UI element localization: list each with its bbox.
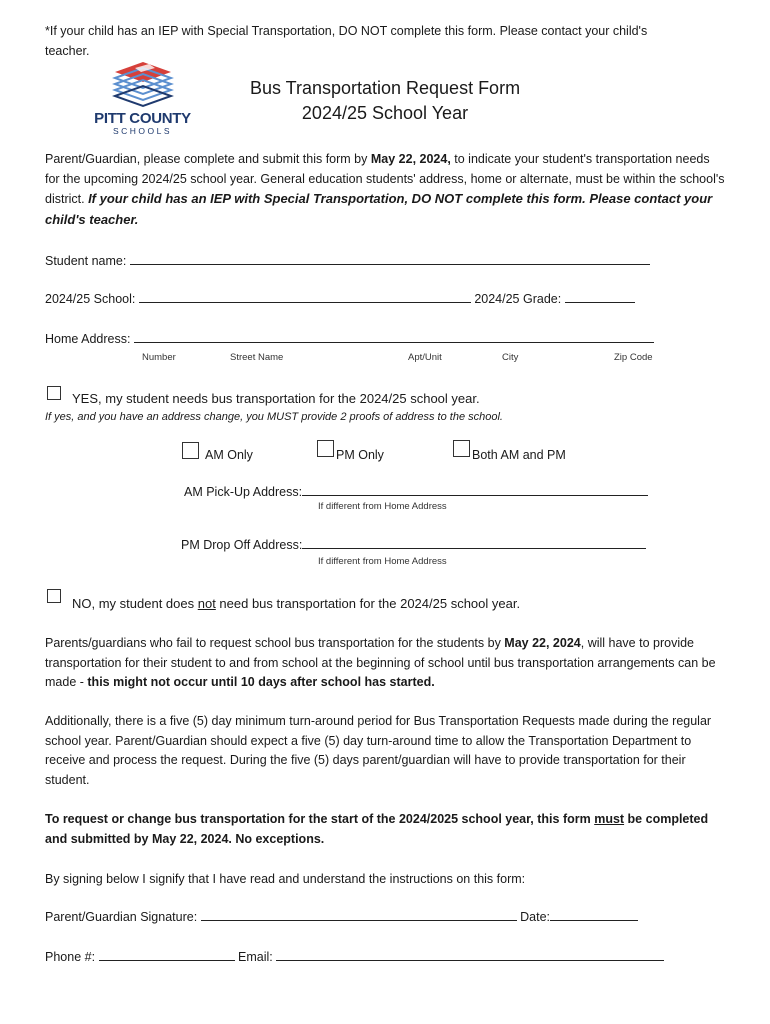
pitt-county-logo [85,62,200,134]
sub-zip: Zip Code [614,352,653,363]
grade-field[interactable] [565,290,635,303]
date-label: Date: [520,910,551,924]
request-text-2: be completed and submitted by May 22, 2024. No exceptions. [45,812,709,846]
email-label: Email: [238,950,273,964]
contact-row [45,948,664,968]
student-name-row [45,252,650,272]
email-field[interactable] [276,948,664,961]
top-notice [45,22,647,61]
logo-line1: PITT COUNTY [94,110,191,127]
signature-field[interactable] [201,908,517,921]
sign-intro: By signing below I signify that I have read and understand the instructions on this form: [45,872,526,886]
dropoff-address-field[interactable] [302,536,646,549]
request-must: must [594,812,625,826]
top-notice-line1: *If your child has an IEP with Special Transportation, DO NOT complete this form. Please contact your child's [45,24,648,38]
signature-row [45,908,638,928]
school-field[interactable] [139,290,471,303]
school-label: 2024/25 School: [45,292,136,306]
turnaround-paragraph: Additionally, there is a five (5) day minimum turn-around period for Bus Transportation Requests made during the regular school year. Parent/Guardian should expect a five (5) day turn-around time to allow the Transportation Department to receive and process the request. During the five (5) days parent/guardian will have to provide transportation for their student. [45,714,712,787]
deadline-text-1: Parents/guardians who fail to request school bus transportation for the students by [45,636,505,650]
intro-iep-warning: If your child has an IEP with Special Transportation, DO NOT complete this form. Please contact your child's teacher. [45,191,713,227]
no-checkbox[interactable] [47,589,61,603]
yes-label: YES, my student needs bus transportation for the 2024/25 school year. [72,391,480,406]
pm-only-label: PM Only [336,448,384,462]
dropoff-hint: If different from Home Address [318,556,447,567]
intro-deadline: May 22, 2024, [370,152,451,166]
both-am-pm-label: Both AM and PM [472,448,566,462]
phone-label: Phone #: [45,950,96,964]
intro-text-1: Parent/Guardian, please complete and submit this form by [45,152,371,166]
sub-apt: Apt/Unit [408,352,442,363]
deadline-paragraph [45,634,725,693]
home-address-row [45,330,654,350]
deadline-date: May 22, 2024 [504,636,581,650]
form-title-line1: Bus Transportation Request Form [249,78,521,98]
home-address-label: Home Address: [45,332,131,346]
form-title [235,76,535,126]
sub-number: Number [142,352,176,363]
date-field[interactable] [550,908,638,921]
student-name-field[interactable] [130,252,650,265]
yes-checkbox[interactable] [47,386,61,400]
home-address-field[interactable] [134,330,654,343]
am-only-checkbox[interactable] [182,442,199,459]
logo-emblem-icon [85,62,200,110]
school-grade-row [45,290,635,310]
grade-label: 2024/25 Grade: [474,292,562,306]
phone-field[interactable] [99,948,235,961]
logo-line2: SCHOOLS [112,126,173,136]
student-name-label: Student name: [45,254,127,268]
intro-text-2: to indicate your student's transportation needs for the upcoming 2024/25 school year. General education students' address, home or alternate, must be within the school's district. [45,152,725,206]
pickup-hint: If different from Home Address [318,501,447,512]
request-text-1: To request or change bus transportation for the start of the 2024/2025 school year, this form [45,812,595,826]
both-am-pm-checkbox[interactable] [453,440,470,457]
pickup-address-field[interactable] [302,483,648,496]
pickup-row [184,483,648,503]
am-only-label: AM Only [205,448,253,462]
intro-paragraph [45,150,725,230]
dropoff-label: PM Drop Off Address: [181,538,303,552]
no-text-1: NO, my student does [72,596,198,611]
deadline-warning: this might not occur until 10 days after school has started. [87,675,435,689]
top-notice-line2: teacher. [45,43,90,58]
yes-note: If yes, and you have an address change, you MUST provide 2 proofs of address to the school. [45,411,503,423]
sub-street: Street Name [230,352,284,363]
sub-city: City [502,352,519,363]
no-text-not: not [197,596,216,611]
dropoff-row [181,536,646,556]
request-paragraph [45,810,725,849]
form-title-line2: 2024/25 School Year [301,103,469,123]
no-text-2: need bus transportation for the 2024/25 school year. [215,596,521,611]
pickup-label: AM Pick-Up Address: [184,485,303,499]
pm-only-checkbox[interactable] [317,440,334,457]
signature-label: Parent/Guardian Signature: [45,910,198,924]
deadline-text-2: , will have to provide transportation for their student to and from school at the beginning of school until bus transportation arrangements can be made - [45,636,716,689]
no-label [72,596,520,611]
